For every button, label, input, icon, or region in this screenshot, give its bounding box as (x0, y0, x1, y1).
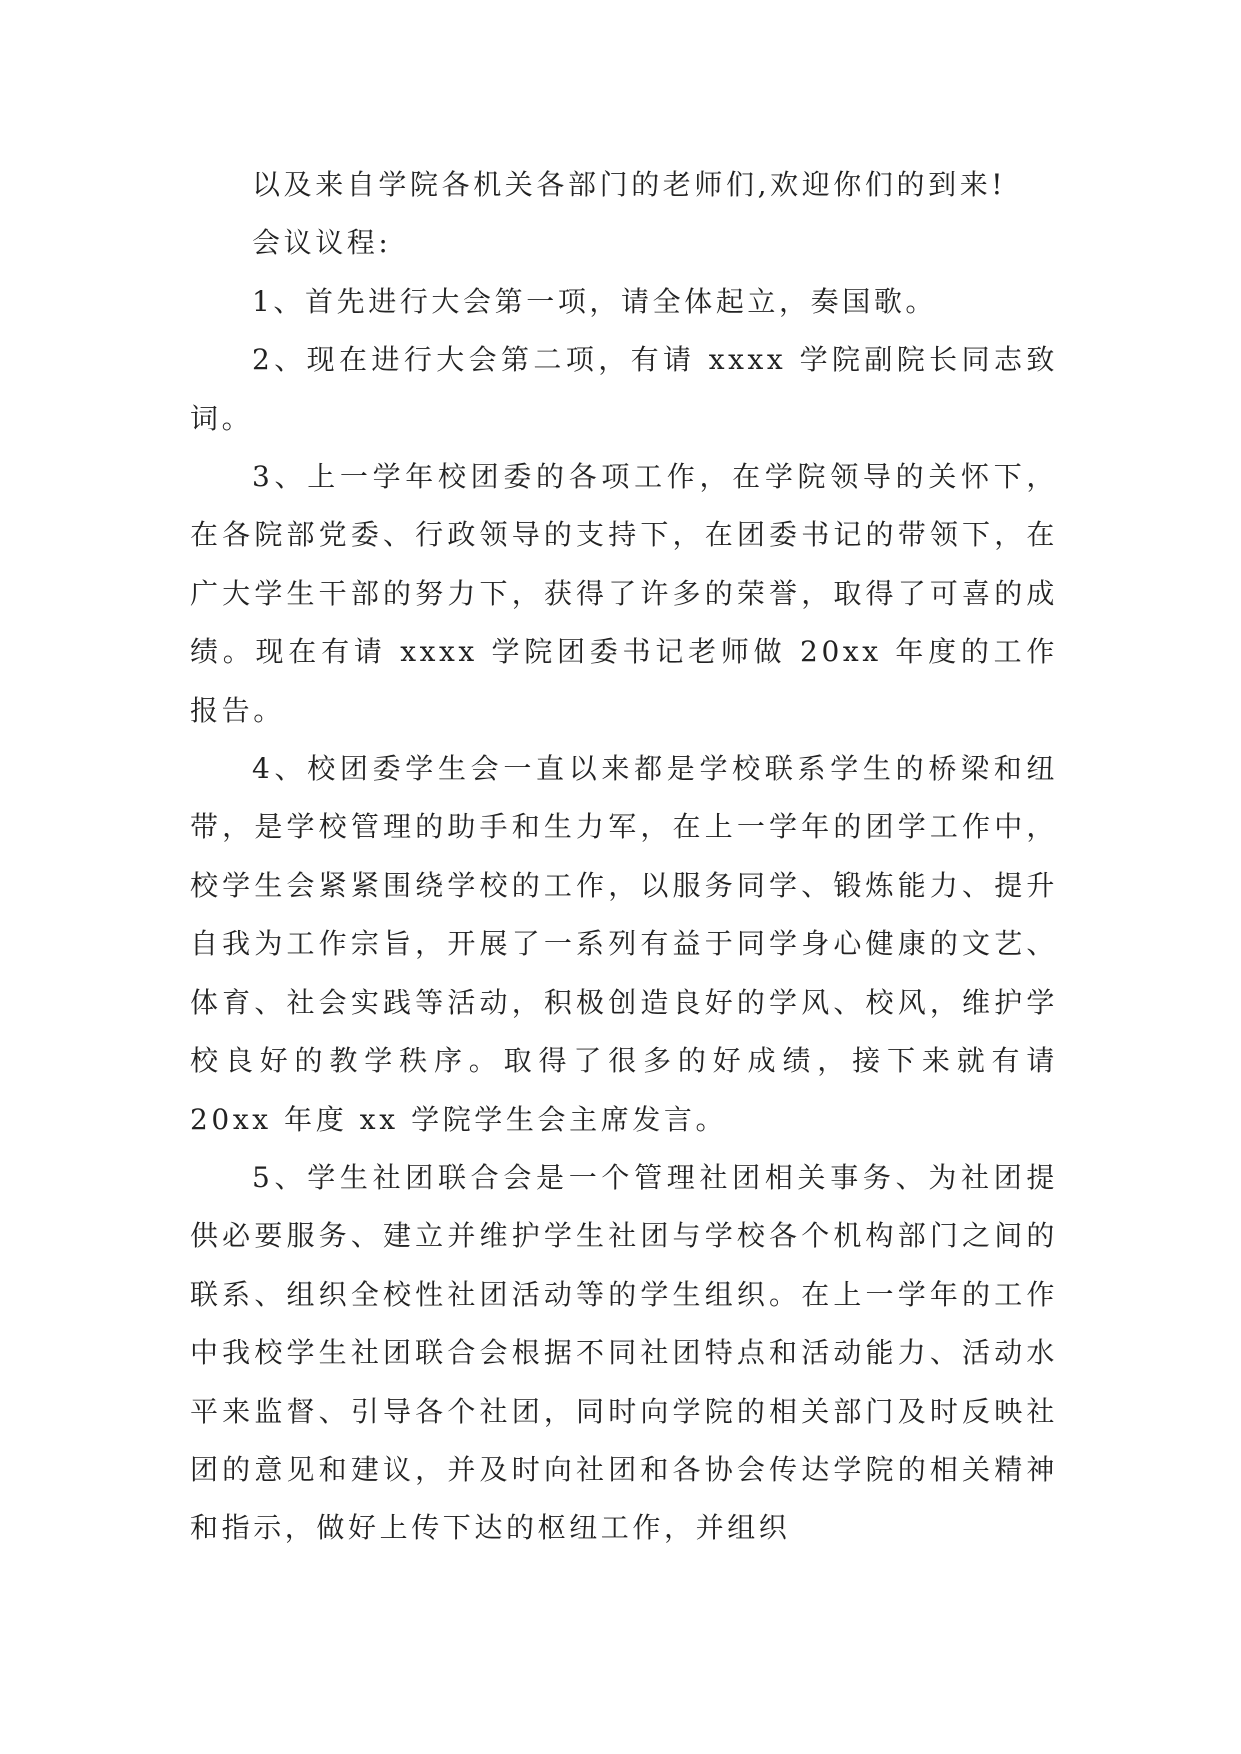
agenda-item-5: 5、学生社团联合会是一个管理社团相关事务、为社团提供必要服务、建立并维护学生社团与学校各个机构部门之间的联系、组织全校性社团活动等的学生组织。在上一学年的工作中我校学生社团联合会根据不同社团特点和活动能力、活动水平来监督、引导各个社团，同时向学院的相关部门及时反映社团的意见和建议，并及时向社团和各协会传达学院的相关精神和指示，做好上传下达的枢纽工作，并组织 (190, 1160, 1058, 1545)
agenda-item-1: 1、首先进行大会第一项，请全体起立，奏国歌。 (252, 284, 938, 318)
document-body (190, 156, 1058, 1558)
agenda-title: 会议议程: (252, 226, 392, 260)
agenda-item-2: 2、现在进行大会第二项，有请 xxxx 学院副院长同志致词。 (190, 343, 1058, 435)
intro-line: 以及来自学院各机关各部门的老师们,欢迎你们的到来! (252, 168, 1007, 201)
agenda-item-3: 3、上一学年校团委的各项工作，在学院领导的关怀下，在各院部党委、行政领导的支持下，在团委书记的带领下，在广大学生干部的努力下，获得了许多的荣誉，取得了可喜的成绩。现在有请 xxxx 学院团委书记老师做 20xx 年度的工作报告。 (190, 460, 1058, 727)
agenda-item-4: 4、校团委学生会一直以来都是学校联系学生的桥梁和纽带，是学校管理的助手和生力军，在上一学年的团学工作中，校学生会紧紧围绕学校的工作，以服务同学、锻炼能力、提升自我为工作宗旨，开展了一系列有益于同学身心健康的文艺、体育、社会实践等活动，积极创造良好的学风、校风，维护学校良好的教学秩序。取得了很多的好成绩，接下来就有请 20xx 年度 xx 学院学生会主席发言。 (190, 752, 1058, 1136)
